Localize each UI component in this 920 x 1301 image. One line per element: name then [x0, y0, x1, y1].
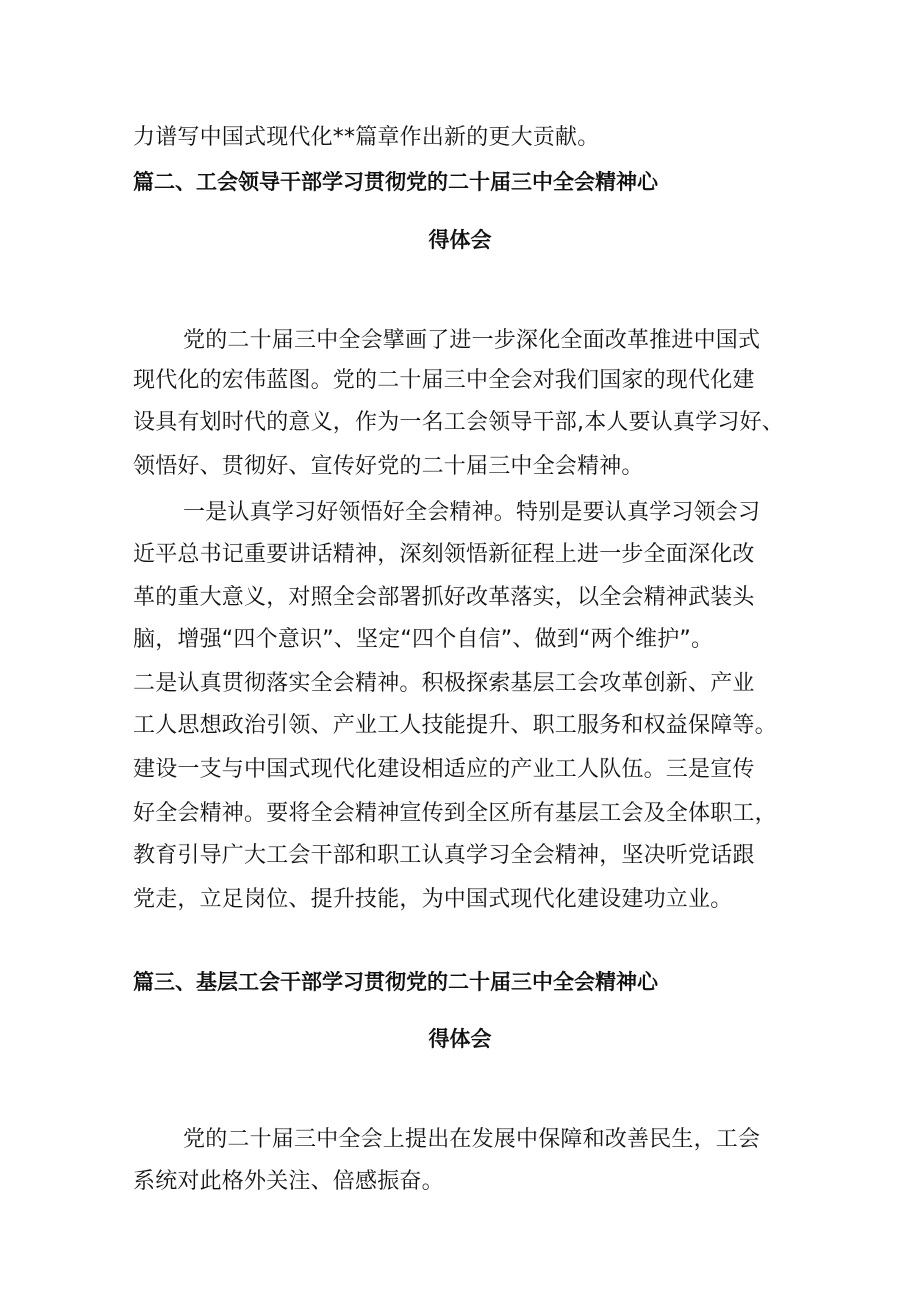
section2-para2-line: 一是认真学习好领悟好全会精神。特别是要认真学习领会习 [183, 500, 761, 525]
section3-para1-line: 系统对此格外关注、倍感振奋。 [133, 1169, 444, 1194]
section3-title-line1: 篇三、基层工会干部学习贯彻党的二十届三中全会精神心 [133, 970, 658, 994]
section2-para1-line: 党的二十届三中全会擘画了进一步深化全面改革推进中国式 [183, 328, 761, 353]
section2-para2-line: 工人思想政治引领、产业工人技能提升、职工服务和权益保障等。 [133, 713, 777, 738]
section3-para1-line: 党的二十届三中全会上提出在发展中保障和改善民生，工会 [183, 1127, 761, 1152]
section2-para2-line: 脑，增强“四个意识”、坚定“四个自信”、做到“两个维护”。 [133, 627, 714, 652]
section2-para2-line: 近平总书记重要讲话精神，深刻领悟新征程上进一步全面深化改 [133, 542, 755, 567]
section2-para1-line: 现代化的宏伟蓝图。党的二十届三中全会对我们国家的现代化建 [133, 368, 755, 393]
continuation-line: 力谱写中国式现代化**篇章作出新的更大贡献。 [133, 125, 600, 150]
section2-para1-line: 设具有划时代的意义，作为一名工会领导干部,本人要认真学习好、 [133, 410, 784, 435]
section2-para2-line: 二是认真贯彻落实全会精神。积极探索基层工会攻革创新、产业 [133, 671, 755, 696]
section2-title-line1: 篇二、工会领导干部学习贯彻党的二十届三中全会精神心 [133, 170, 658, 194]
section2-para2-line: 教育引导广大工会干部和职工认真学习全会精神，坚决听党话跟 [133, 843, 755, 868]
section2-para2-line: 党走，立足岗位、提升技能，为中国式现代化建设建功立业。 [133, 887, 733, 912]
section2-para2-line: 建设一支与中国式现代化建设相适应的产业工人队伍。三是宣传 [133, 757, 755, 782]
section3-title-line2: 得体会 [428, 1027, 492, 1051]
section2-para1-line: 领悟好、贯彻好、宣传好党的二十届三中全会精神。 [133, 454, 644, 479]
section2-para2-line: 革的重大意义，对照全会部署抓好改革落实，以全会精神武装头 [133, 585, 755, 610]
section2-title-line2: 得体会 [428, 228, 492, 252]
section2-para2-line: 好全会精神。要将全会精神宣传到全区所有基层工会及全体职工， [133, 801, 777, 826]
